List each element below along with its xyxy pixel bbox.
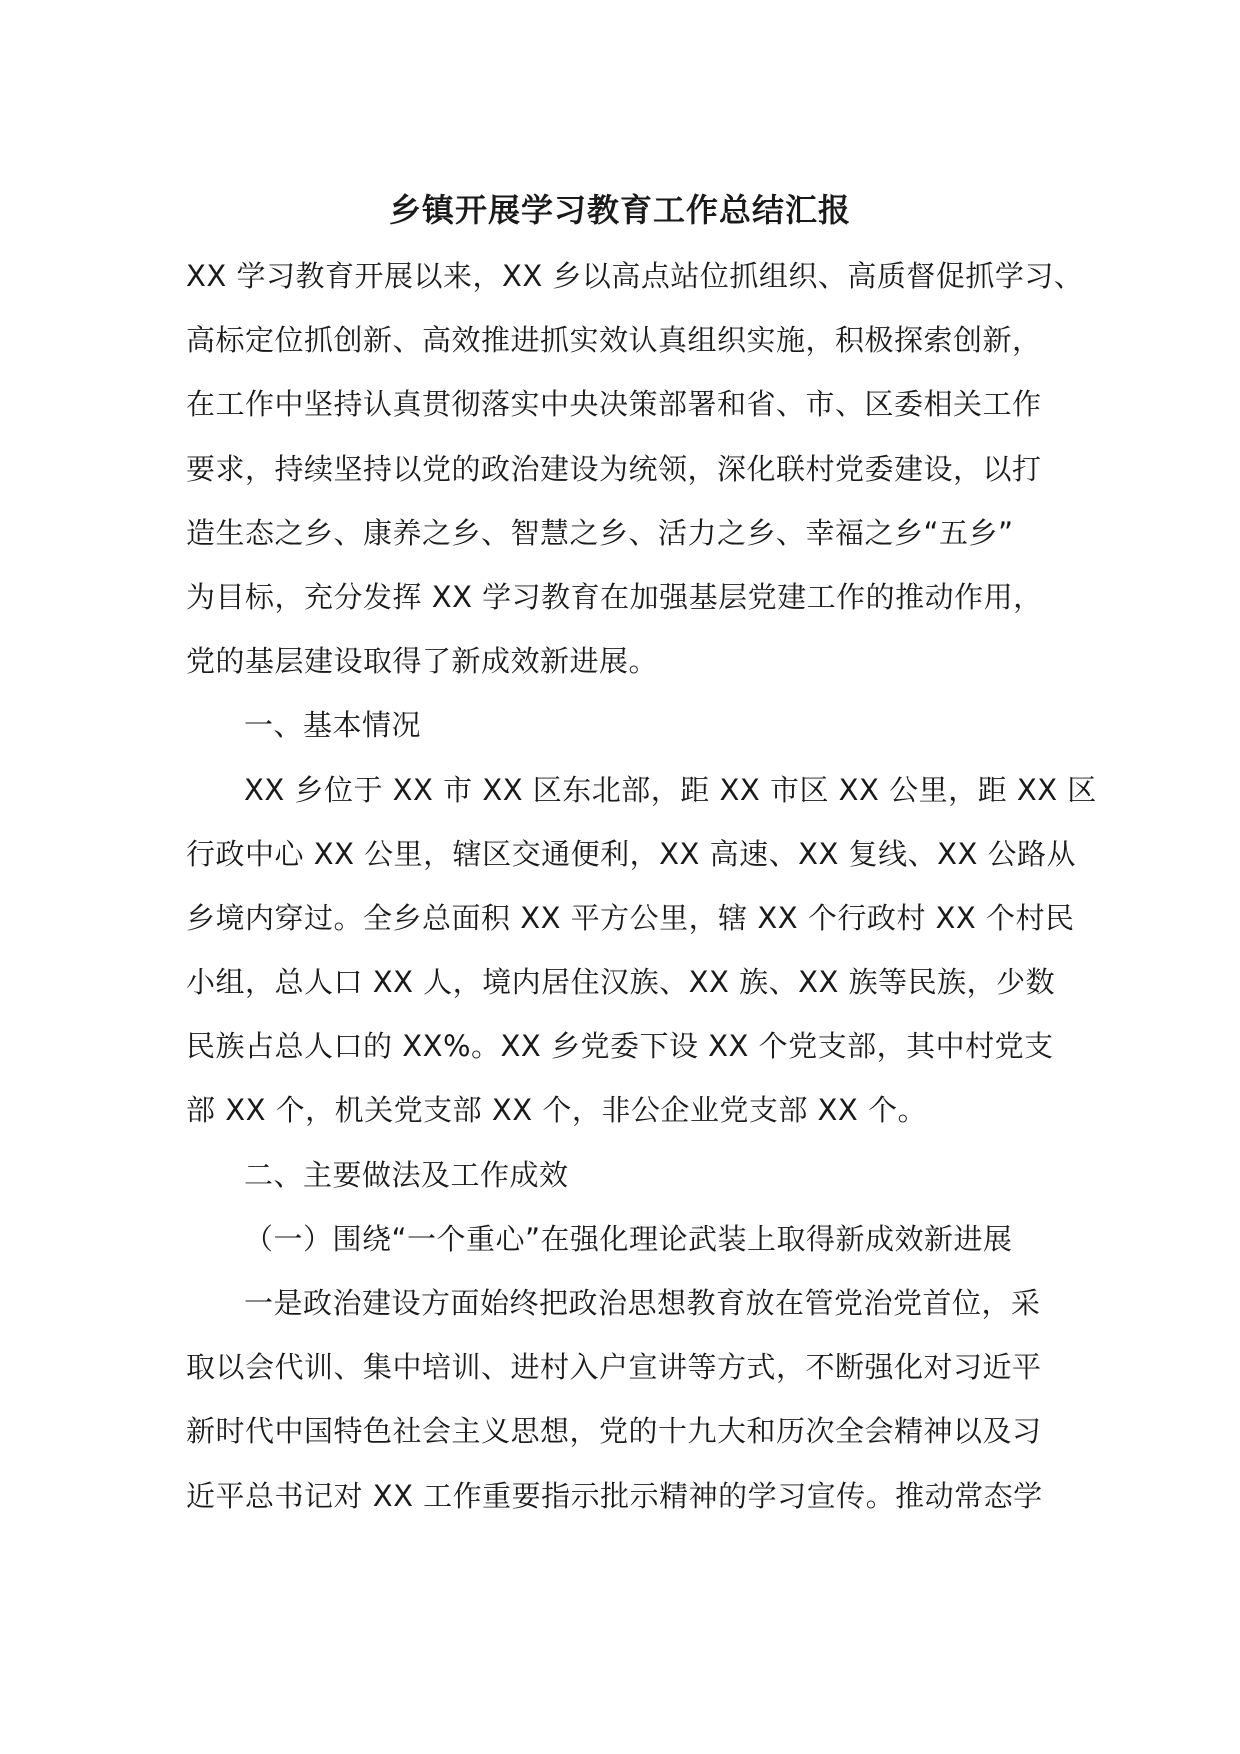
text-line: 近平总书记对 XX 工作重要指示批示精神的学习宣传。推动常态学: [186, 1478, 1043, 1513]
text-line: 行政中心 XX 公里，辖区交通便利，XX 高速、XX 复线、XX 公路从: [186, 836, 1077, 871]
text-line: 新时代中国特色社会主义思想，党的十九大和历次全会精神以及习: [186, 1414, 1042, 1449]
text-line: 乡境内穿过。全乡总面积 XX 平方公里，辖 XX 个行政村 XX 个村民: [186, 900, 1075, 935]
text-line: 取以会代训、集中培训、进村入户宣讲等方式，不断强化对习近平: [186, 1350, 1042, 1385]
text-line: 民族占总人口的 XX%。XX 乡党委下设 XX 个党支部，其中村党支: [186, 1029, 1054, 1064]
text-line: 造生态之乡、康养之乡、智慧之乡、活力之乡、幸福之乡“五乡”: [186, 515, 1014, 550]
text-line: XX 学习教育开展以来，XX 乡以高点站位抓组织、高质督促抓学习、: [186, 259, 1084, 293]
text-line: 一、基本情况: [244, 708, 422, 743]
text-line: 高标定位抓创新、高效推进抓实效认真组织实施，积极探索创新，: [186, 323, 1042, 358]
text-line: XX 乡位于 XX 市 XX 区东北部，距 XX 市区 XX 公里，距 XX 区: [244, 772, 1097, 807]
text-line: 为目标，充分发挥 XX 学习教育在加强基层党建工作的推动作用，: [186, 579, 1043, 614]
text-line: （一）围绕“一个重心”在强化理论武装上取得新成效新进展: [244, 1221, 1013, 1256]
text-line: 一是政治建设方面始终把政治思想教育放在管党治党首位，采: [244, 1286, 1041, 1320]
text-line: 二、主要做法及工作成效: [244, 1157, 569, 1192]
text-line: 小组，总人口 XX 人，境内居住汉族、XX 族、XX 族等民族，少数: [186, 965, 1056, 1000]
document-title: 乡镇开展学习教育工作总结汇报: [388, 191, 851, 229]
document-body: [186, 244, 1097, 1528]
text-line: 要求，持续坚持以党的政治建设为统领，深化联村党委建设，以打: [186, 451, 1042, 486]
text-line: 党的基层建设取得了新成效新进展。: [186, 644, 659, 679]
text-line: 部 XX 个，机关党支部 XX 个，非公企业党支部 XX 个。: [186, 1093, 928, 1128]
text-line: 在工作中坚持认真贯彻落实中央决策部署和省、市、区委相关工作: [186, 387, 1042, 422]
